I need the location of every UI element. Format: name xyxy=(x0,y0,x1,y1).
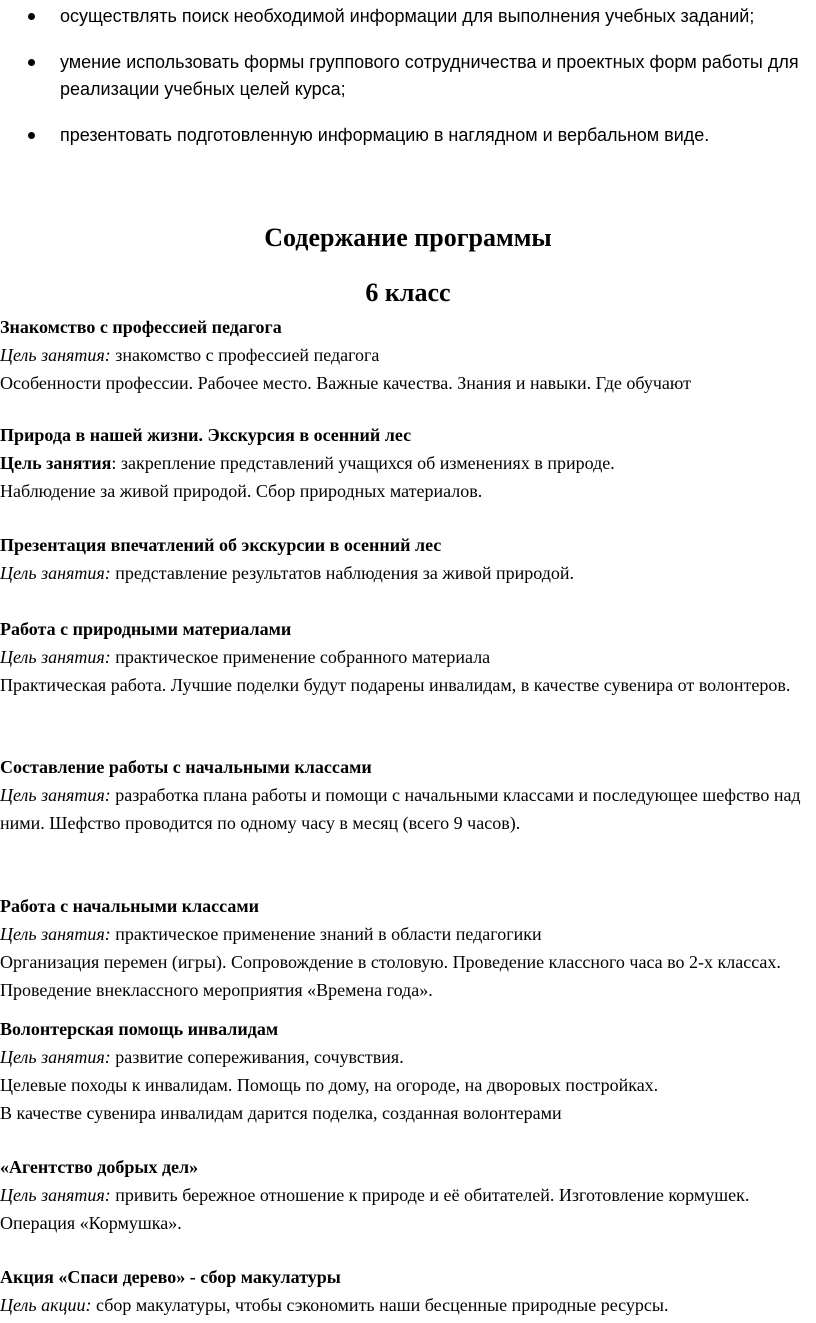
section-goal xyxy=(0,920,816,948)
bullet-item: умение использовать формы группового сотрудничества и проектных форм работы для реализации учебных целей курса; xyxy=(60,49,816,103)
section-goal xyxy=(0,643,816,671)
goal-text: развитие сопереживания, сочувствия. xyxy=(110,1047,404,1067)
section-title: Природа в нашей жизни. Экскурсия в осенний лес xyxy=(0,425,412,445)
section-body: Особенности профессии. Рабочее место. Важные качества. Знания и навыки. Где обучают xyxy=(0,373,691,393)
goal-text: привить бережное отношение к природе и её обитателей. Изготовление кормушек. Операция «Кормушка». xyxy=(0,1185,750,1233)
section-goal xyxy=(0,1043,816,1071)
section-title: Акция «Спаси дерево» - сбор макулатуры xyxy=(0,1267,341,1287)
section-goal xyxy=(0,559,816,587)
page-subtitle: 6 класс xyxy=(365,278,451,307)
section-title: Составление работы с начальными классами xyxy=(0,757,372,777)
section xyxy=(0,421,816,505)
bullet-item: презентовать подготовленную информацию в наглядном и вербальном виде. xyxy=(60,122,816,149)
goal-text: : закрепление представлений учащихся об изменениях в природе. xyxy=(111,453,615,473)
goal-label: Цель занятия: xyxy=(0,785,111,805)
section-body: Практическая работа. Лучшие поделки будут подарены инвалидам, в качестве сувенира от волонтеров. xyxy=(0,675,791,695)
goal-text: знакомство с профессией педагога xyxy=(110,345,380,365)
bullet-icon xyxy=(28,132,35,139)
goal-label: Цель занятия: xyxy=(0,345,111,365)
goal-text: представление результатов наблюдения за живой природой. xyxy=(110,563,575,583)
bullet-icon xyxy=(28,13,35,20)
section xyxy=(0,892,816,1004)
section-body: Целевые походы к инвалидам. Помощь по дому, на огороде, на дворовых постройках. xyxy=(0,1075,659,1095)
bullet-icon xyxy=(28,59,35,66)
section-goal xyxy=(0,781,816,837)
goal-text: разработка плана работы и помощи с начальными классами и последующее шефство над ними. Шефство проводится по одному часу в месяц (всего 9 часов). xyxy=(0,785,801,833)
section-body-extra: В качестве сувенира инвалидам дарится поделка, созданная волонтерами xyxy=(0,1103,562,1123)
section xyxy=(0,615,816,699)
goal-label: Цель занятия: xyxy=(0,1185,111,1205)
section xyxy=(0,753,816,837)
section-title: Работа с природными материалами xyxy=(0,619,292,639)
section-title: Работа с начальными классами xyxy=(0,896,260,916)
section-goal xyxy=(0,449,816,477)
section-title: Презентация впечатлений об экскурсии в осенний лес xyxy=(0,535,442,555)
goal-label: Цель занятия: xyxy=(0,1047,111,1067)
goal-label: Цель занятия: xyxy=(0,924,111,944)
section-goal xyxy=(0,1181,816,1237)
section-body: Наблюдение за живой природой. Сбор природных материалов. xyxy=(0,481,483,501)
section-title: «Агентство добрых дел» xyxy=(0,1157,199,1177)
goal-label: Цель занятия xyxy=(0,453,112,473)
section-title: Волонтерская помощь инвалидам xyxy=(0,1019,279,1039)
section xyxy=(0,313,816,397)
section-title: Знакомство с профессией педагога xyxy=(0,317,282,337)
page-title: Содержание программы xyxy=(264,223,552,252)
goal-label: Цель занятия: xyxy=(0,563,111,583)
section-goal xyxy=(0,1291,816,1319)
goal-text: сбор макулатуры, чтобы сэкономить наши бесценные природные ресурсы. xyxy=(91,1295,669,1315)
section xyxy=(0,1015,816,1127)
goal-label: Цель занятия: xyxy=(0,647,111,667)
section xyxy=(0,1263,816,1319)
bullet-item: осуществлять поиск необходимой информации для выполнения учебных заданий; xyxy=(60,3,816,30)
section-goal xyxy=(0,341,816,369)
section-body: Организация перемен (игры). Сопровождение в столовую. Проведение классного часа во 2-х классах. Проведение внеклассного мероприятия «Времена года». xyxy=(0,952,781,1000)
goal-text: практическое применение знаний в области педагогики xyxy=(110,924,542,944)
goal-label: Цель акции: xyxy=(0,1295,92,1315)
section xyxy=(0,1153,816,1237)
section xyxy=(0,531,816,587)
goal-text: практическое применение собранного материала xyxy=(110,647,491,667)
